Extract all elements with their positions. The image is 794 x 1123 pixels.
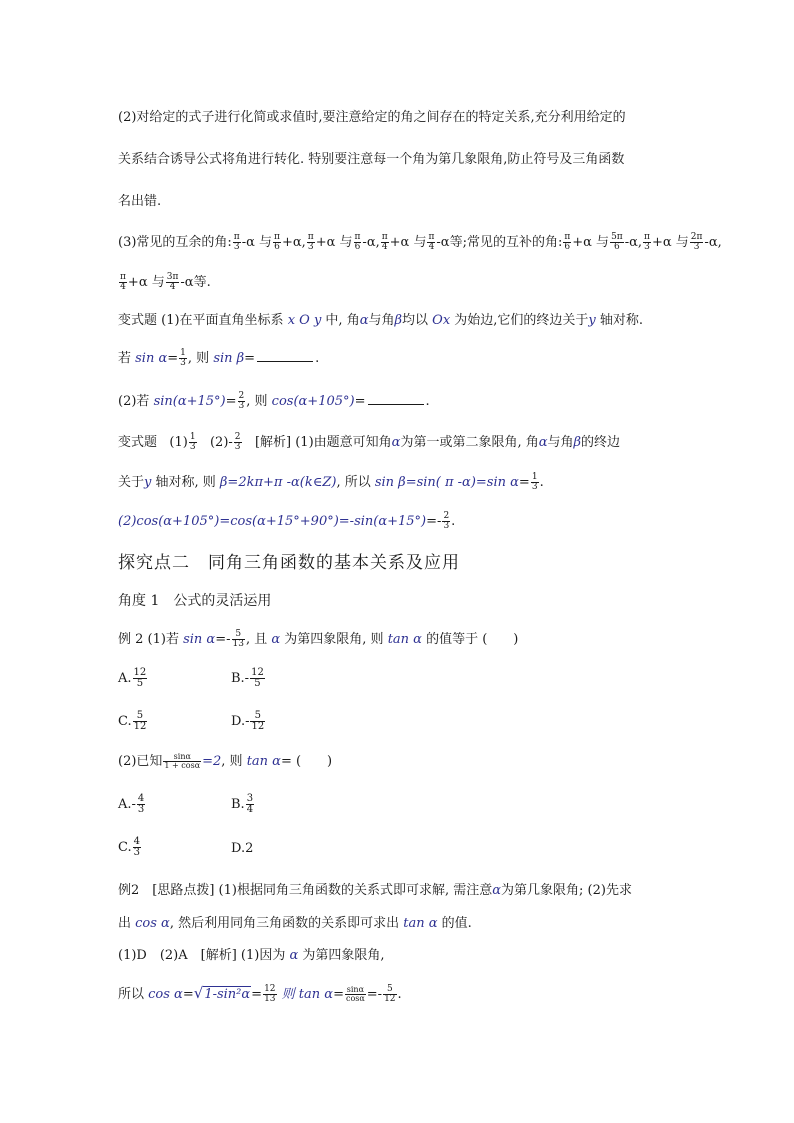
fraction-pi-4: $\frac{\pi}{4}$ [381, 232, 388, 252]
example-2-question-1: 例 2 (1)若 sin α=- $\frac{5}{13}$ , 且 α 为第四象限角, 则 tan α 的值等于 ( ) [118, 629, 519, 649]
fraction-5-12: $\frac{5}{12}$ [133, 710, 147, 732]
variant-solution-line-2: 关于y 轴对称, 则 β=2kπ+π -α(k∈Z), 所以 sin β=sin( π -α)=sin α= $\frac{1}{3}$ . [118, 472, 544, 492]
note-2-line-1: (2)对给定的式子进行化简或求值时,要注意给定的角之间存在的特定关系,充分利用给定的 [118, 110, 626, 125]
fraction-2-3: $\frac{2}{3}$ [238, 391, 245, 411]
fraction-pi-3: $\frac{\pi}{3}$ [233, 232, 240, 252]
fraction-5-13: $\frac{5}{13}$ [232, 629, 244, 649]
option-c[interactable]: C. $\frac{5}{12}$ [118, 710, 147, 732]
fraction-1-3: $\frac{1}{3}$ [531, 472, 538, 492]
variant-question-1-line-1: 变式题 (1)在平面直角坐标系 x O y 中, 角α与角β均以 Ox 为始边,它们的终边关于y 轴对称. [118, 313, 644, 328]
example-2-question-2: (2)已知 $\frac{\sin\alpha}{1 + \cos\alpha}$ =2, 则 tan α= ( ) [118, 752, 333, 770]
note-2-line-2: 关系结合诱导公式将角进行转化. 特别要注意每一个角为第几象限角,防止符号及三角函数 [118, 152, 625, 167]
option-b-2[interactable]: B. $\frac{3}{4}$ [231, 793, 254, 815]
fraction-2-3: $\frac{2}{3}$ [234, 432, 241, 452]
note-3-line-1: (3)常见的互余的角: $\frac{\pi}{3}$ -α 与 $\frac{\pi}{6}$ +α, $\frac{\pi}{3}$ +α 与 $\frac{\pi}{6}$ -α, $\frac{\pi}{4}$ +α 与 $\frac{\pi}{4}$ -α等;常见的互补的角: $\frac{\pi}{6}$ +α 与 $\frac{5\pi}{6}$ -α, $\frac{\pi}{3}$ +α 与 $\frac{2\pi}{3}$ -α, [118, 232, 722, 252]
fraction-pi-4: $\frac{\pi}{4}$ [120, 272, 126, 292]
option-a[interactable]: A. $\frac{12}{5}$ [118, 667, 147, 689]
example-2-solution-line-2: 所以 cos α=√1-sin²α= $\frac{12}{13}$ 则 tan α= $\frac{\sin\alpha}{\cos\alpha}$ =- $\frac{5}{12}$ . [118, 984, 402, 1004]
variant-question-1-line-2: 若 sin α= $\frac{1}{3}$ , 则 sin β= . [118, 348, 320, 368]
note-2-line-3: 名出错. [118, 194, 162, 209]
fraction-pi-6: $\frac{\pi}{6}$ [274, 232, 280, 252]
note-3-prefix: (3)常见的互余的角: [118, 235, 232, 250]
fraction-2-3: $\frac{2}{3}$ [443, 511, 450, 531]
variant-solution-line-1: 变式题 (1) $\frac{1}{3}$ (2)- $\frac{2}{3}$ [解析] (1)由题意可知角α为第一或第二象限角, 角α与角β的终边 [118, 432, 621, 452]
fraction-12-5: $\frac{12}{5}$ [133, 667, 147, 689]
option-b[interactable]: B.- $\frac{12}{5}$ [231, 667, 264, 689]
subsection-heading: 角度 1 公式的灵活运用 [118, 593, 272, 609]
fraction-1-3: $\frac{1}{3}$ [180, 348, 186, 368]
fraction-2pi-3: $\frac{2\pi}{3}$ [690, 232, 703, 252]
option-a-2[interactable]: A.- $\frac{4}{3}$ [118, 793, 145, 815]
option-d[interactable]: D.- $\frac{5}{12}$ [231, 710, 265, 732]
fraction-pi-4: $\frac{\pi}{4}$ [428, 232, 435, 252]
fraction-pi-3: $\frac{\pi}{3}$ [307, 232, 314, 252]
sqrt-radicand: 1-sin²α [204, 987, 251, 1002]
fraction-12-13: $\frac{12}{13}$ [264, 984, 276, 1004]
fraction-4-3: $\frac{4}{3}$ [137, 793, 145, 815]
answer-blank[interactable] [368, 392, 424, 405]
example-2-hint-line-1: 例2 [思路点拨] (1)根据同角三角函数的关系式即可求解, 需注意α为第几象限角; (2)先求 [118, 883, 632, 898]
fraction-5-12: $\frac{5}{12}$ [251, 710, 265, 732]
note-3-line-2: $\frac{\pi}{4}$ +α 与 $\frac{3\pi}{4}$ -α等. [120, 272, 211, 292]
example-2-hint-line-2: 出 cos α, 然后利用同角三角函数的关系即可求出 tan α 的值. [118, 916, 472, 931]
fraction-pi-3: $\frac{\pi}{3}$ [644, 232, 650, 252]
fraction-pi-6: $\frac{\pi}{6}$ [564, 232, 571, 252]
fraction-1-3: $\frac{1}{3}$ [189, 432, 196, 452]
fraction-sin-over-cos: $\frac{\sin\alpha}{\cos\alpha}$ [345, 985, 365, 1003]
answer-blank[interactable] [257, 349, 313, 362]
fraction-5-12: $\frac{5}{12}$ [384, 984, 396, 1004]
section-heading: 探究点二 同角三角函数的基本关系及应用 [118, 553, 460, 573]
fraction-sin-over-1-plus-cos: $\frac{\sin\alpha}{1 + \cos\alpha}$ [164, 752, 201, 770]
fraction-pi-6: $\frac{\pi}{6}$ [354, 232, 361, 252]
square-root-icon: √ [193, 984, 204, 1002]
fraction-3-4: $\frac{3}{4}$ [246, 793, 254, 815]
option-c-2[interactable]: C. $\frac{4}{3}$ [118, 836, 140, 858]
fraction-3pi-4: $\frac{3\pi}{4}$ [166, 272, 179, 292]
fraction-4-3: $\frac{4}{3}$ [133, 836, 140, 858]
fraction-12-5: $\frac{12}{5}$ [251, 667, 264, 689]
fraction-5pi-6: $\frac{5\pi}{6}$ [611, 232, 623, 252]
variant-question-2: (2)若 sin(α+15°)= $\frac{2}{3}$ , 则 cos(α+105°)= . [118, 391, 430, 411]
example-2-solution-line-1: (1)D (2)A [解析] (1)因为 α 为第四象限角, [118, 948, 385, 963]
option-d-2[interactable]: D.2 [231, 841, 254, 856]
variant-solution-line-3: (2)cos(α+105°)=cos(α+15°+90°)=-sin(α+15°)=- $\frac{2}{3}$ . [118, 511, 456, 531]
